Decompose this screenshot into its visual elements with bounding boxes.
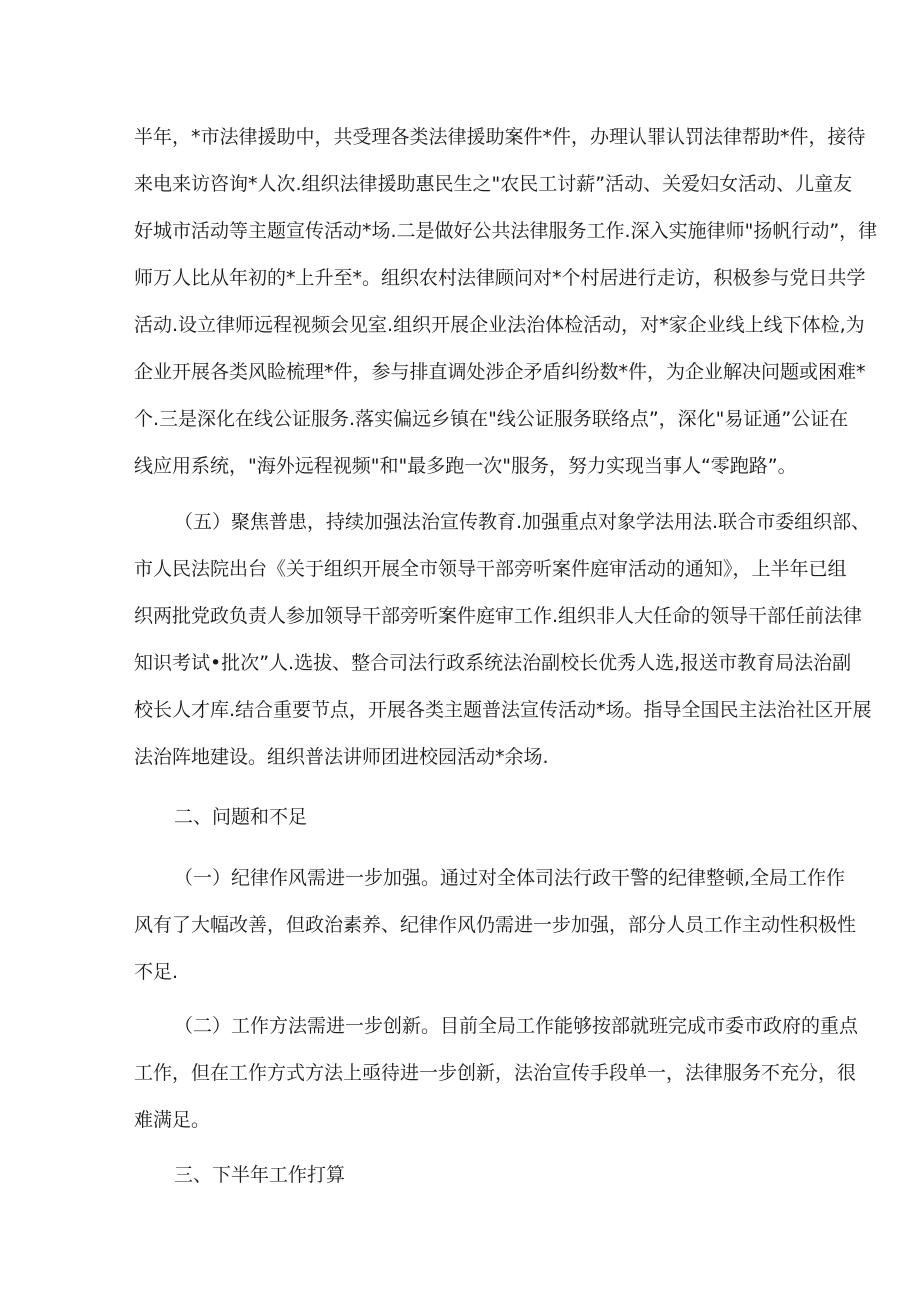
paragraph-first-line: （一）纪律作风需进一步加强。通过对全体司法行政干警的纪律整顿,全局工作作 xyxy=(174,867,846,889)
body-line: 工作，但在工作方式方法上亟待进一步创新，法治宣传手段单一，法律服务不充分，很 xyxy=(134,1062,857,1084)
body-line: 织两批党政负责人参加领导干部旁听案件庭审工作.组织非人大任命的领导干部任前法律 xyxy=(134,605,863,627)
body-line: 个.三是深化在线公证服务.落实偏远乡镇在"线公证服务联络点”，深化"易证通”公证在 xyxy=(134,408,849,430)
body-line: 风有了大幅改善，但政治素养、纪律作风仍需进一步加强，部分人员工作主动性积极性 xyxy=(134,914,857,936)
body-line: 好城市活动等主题宣传活动*场.二是做好公共法律服务工作.深入实施律师"扬帆行动”，律 xyxy=(134,220,878,242)
paragraph-first-line: （二）工作方法需进一步创新。目前全局工作能够按部就班完成市委市政府的重点 xyxy=(174,1015,859,1037)
body-line: 不足. xyxy=(134,961,179,983)
body-line: 半年，*市法律援助中，共受理各类法律援助案件*件，办理认罪认罚法律帮助*件，接待 xyxy=(134,126,866,148)
body-line: 知识考试•批次”人.选拔、整合司法行政系统法治副校长优秀人选,报送市教育局法治副 xyxy=(134,652,852,674)
body-line: 法治阵地建设。组织普法讲师团进校园活动*余场. xyxy=(134,746,549,768)
body-line: 市人民法院出台《关于组织开展全市领导干部旁听案件庭审活动的通知》，上半年已组 xyxy=(134,558,847,580)
body-line: 校长人才库.结合重要节点，开展各类主题普法宣传活动*场。指导全国民主法治社区开展 xyxy=(134,699,872,721)
body-line: 企业开展各类风睑梳理*件，参与排直调处涉企矛盾纠纷数*件，为企业解决问题或困难* xyxy=(134,361,866,383)
body-line: 师万人比从年初的*上升至*。组织农村法律顾问对*个村居进行走访，积极参与党日共学 xyxy=(134,267,866,289)
section-heading: 二、问题和不足 xyxy=(174,806,308,828)
section-heading: 三、下半年工作打算 xyxy=(174,1164,346,1186)
body-line: 难满足。 xyxy=(134,1109,211,1131)
body-line: 活动.设立律师远程视频会见室.组织开展企业法治体检活动，对*家企业线上线下体检,为 xyxy=(134,314,865,336)
body-line: 线应用系统，"海外远程视频"和"最多跑一次"服务，努力实现当事人“零跑路”。 xyxy=(134,455,797,477)
paragraph-first-line: （五）聚焦普患，持续加强法治宣传教育.加强重点对象学法用法.联合市委组织部、 xyxy=(174,511,871,533)
body-line: 来电来访咨询*人次.组织法律援助惠民生之"农民工讨薪”活动、关爱妇女活动、儿童友 xyxy=(134,173,853,195)
